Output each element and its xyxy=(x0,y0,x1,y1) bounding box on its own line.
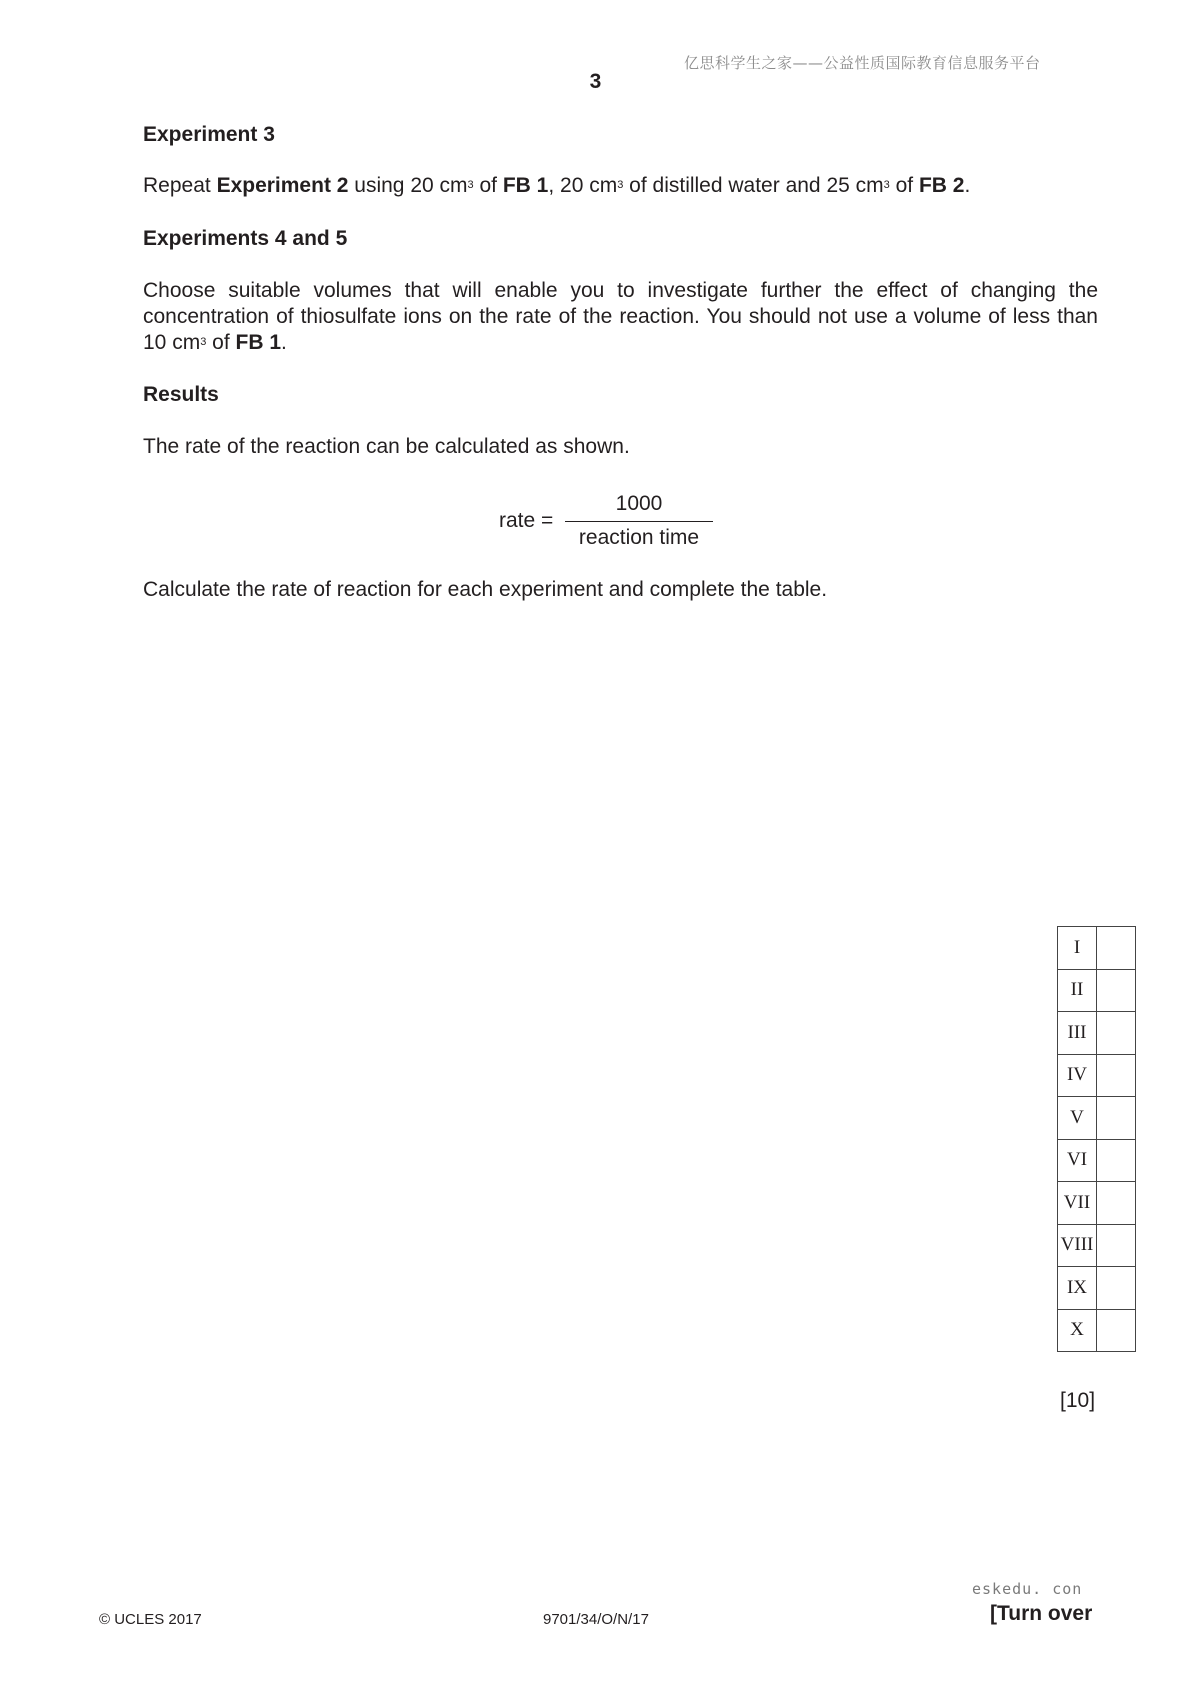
formula-denominator: reaction time xyxy=(578,526,700,549)
rate-formula xyxy=(499,492,719,552)
mark-grid-label: IX xyxy=(1058,1267,1097,1310)
mark-grid-label: VIII xyxy=(1058,1224,1097,1267)
mark-grid-box xyxy=(1097,1224,1136,1267)
mark-grid-box xyxy=(1097,1182,1136,1225)
mark-grid-row xyxy=(1058,1224,1136,1267)
formula-lhs: rate = xyxy=(499,509,554,532)
footer-paper-code: 9701/34/O/N/17 xyxy=(543,1611,649,1628)
experiment-3-heading: Experiment 3 xyxy=(143,123,275,146)
mark-grid-row xyxy=(1058,1182,1136,1225)
page-number: 3 xyxy=(589,70,602,93)
mark-grid-label: X xyxy=(1058,1309,1097,1352)
fraction-bar xyxy=(565,521,713,522)
results-heading: Results xyxy=(143,383,219,406)
mark-grid-box xyxy=(1097,1139,1136,1182)
experiments-4-5-heading: Experiments 4 and 5 xyxy=(143,227,348,250)
footer-site-watermark: eskedu. con xyxy=(972,1580,1083,1598)
mark-grid xyxy=(1057,926,1136,1352)
mark-grid-label: II xyxy=(1058,969,1097,1012)
mark-grid-box xyxy=(1097,1309,1136,1352)
mark-grid-row xyxy=(1058,927,1136,970)
mark-grid-row xyxy=(1058,1054,1136,1097)
results-intro: The rate of the reaction can be calculated as shown. xyxy=(143,435,630,458)
mark-grid-row xyxy=(1058,969,1136,1012)
mark-grid-row xyxy=(1058,1309,1136,1352)
mark-grid-box xyxy=(1097,1012,1136,1055)
mark-grid-box xyxy=(1097,927,1136,970)
mark-grid-label: IV xyxy=(1058,1054,1097,1097)
mark-grid-label: V xyxy=(1058,1097,1097,1140)
mark-grid-row xyxy=(1058,1267,1136,1310)
mark-grid-label: VI xyxy=(1058,1139,1097,1182)
results-instruction: Calculate the rate of reaction for each experiment and complete the table. xyxy=(143,578,828,601)
mark-grid-box xyxy=(1097,1054,1136,1097)
mark-grid-row xyxy=(1058,1097,1136,1140)
experiments-4-5-text: Choose suitable volumes that will enable you to investigate further the effect of changing the concentration of thiosulfate ions on the rate of the reaction. You should not use a volume of less than 10 $cm^3$ of FB 1. xyxy=(143,279,1098,354)
formula-numerator: 1000 xyxy=(615,492,663,515)
mark-grid-box xyxy=(1097,1097,1136,1140)
mark-grid-box xyxy=(1097,969,1136,1012)
mark-grid-row xyxy=(1058,1139,1136,1182)
mark-grid-label: VII xyxy=(1058,1182,1097,1225)
mark-grid-label: I xyxy=(1058,927,1097,970)
experiment-3-text: Repeat Experiment 2 using 20 $cm^3$ of FB 1, 20 $cm^3$ of distilled water and 25 $cm^3$ of FB 2. xyxy=(143,174,971,197)
turn-over-label: [Turn over xyxy=(990,1602,1093,1625)
footer-copyright: © UCLES 2017 xyxy=(99,1611,202,1628)
watermark-text: 亿思科学生之家——公益性质国际教育信息服务平台 xyxy=(684,54,1041,72)
mark-grid-row xyxy=(1058,1012,1136,1055)
total-marks: [10] xyxy=(1060,1389,1096,1412)
mark-grid-box xyxy=(1097,1267,1136,1310)
mark-grid-label: III xyxy=(1058,1012,1097,1055)
